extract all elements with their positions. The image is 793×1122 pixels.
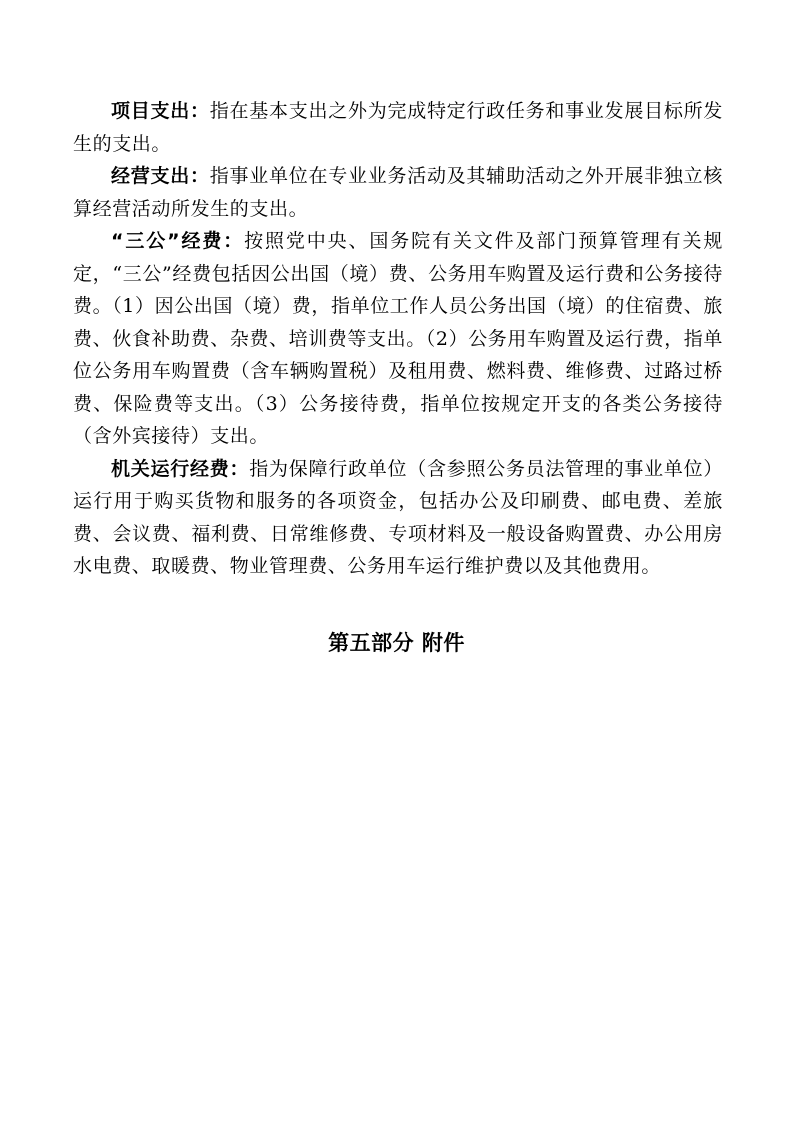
definition-term: 项目支出：: [111, 100, 210, 122]
definition-text: 指在基本支出之外为完成特定行政任务和事业发展目标所发生的支出。: [73, 100, 723, 155]
definition-text: 指为保障行政单位（含参照公务员法管理的事业单位）运行用于购买货物和服务的各项资金，包括办公及印刷费、邮电费、差旅费、会议费、福利费、日常维修费、专项材料及一般设备购置费、办公用房水电费、取暖费、物业管理费、公务用车运行维护费以及其他费用。: [73, 457, 724, 577]
definition-three-public-expenses: [73, 225, 723, 453]
definition-project-expenditure: [73, 95, 723, 160]
definition-operating-expenditure: [73, 160, 723, 225]
document-body: [73, 95, 723, 583]
definition-agency-operating-funds: [73, 453, 723, 583]
definition-text: 指事业单位在专业业务活动及其辅助活动之外开展非独立核算经营活动所发生的支出。: [73, 165, 723, 220]
definition-term: 经营支出：: [111, 165, 210, 187]
definition-term: 机关运行经费：: [111, 457, 250, 480]
definition-text: 按照党中央、国务院有关文件及部门预算管理有关规定，“三公”经费包括因公出国（境）费、公务用车购置及运行费和公务接待费。（1）因公出国（境）费，指单位工作人员公务出国（境）的住宿费、旅费、伙食补助费、杂费、培训费等支出。（2）公务用车购置及运行费，指单位公务用车购置费（含车辆购置税）及租用费、燃料费、维修费、过路过桥费、保险费等支出。（3）公务接待费，指单位按规定开支的各类公务接待（含外宾接待）支出。: [73, 230, 723, 447]
section-heading: 第五部分 附件: [328, 631, 465, 655]
definition-term: “三公”经费：: [111, 230, 245, 252]
